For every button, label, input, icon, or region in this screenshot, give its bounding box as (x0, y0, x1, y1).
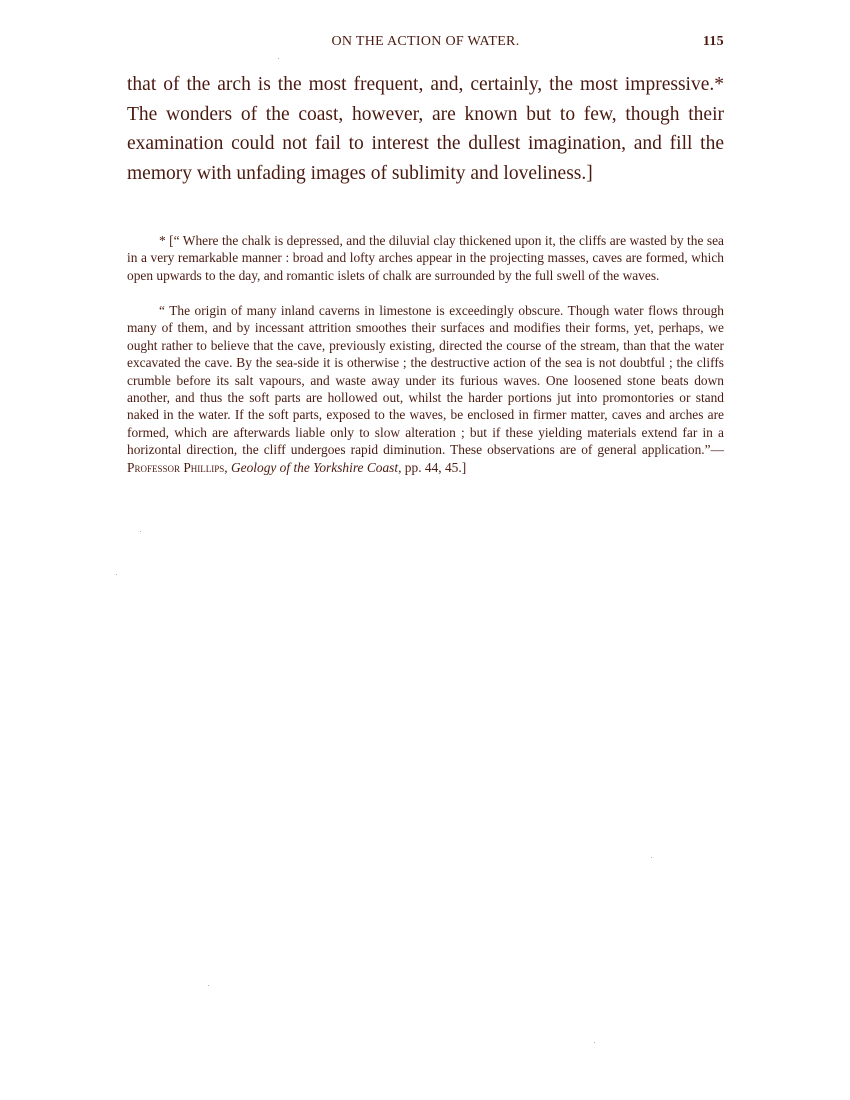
footnote-pages: pp. 44, 45.] (401, 459, 467, 475)
paper-speck (116, 574, 117, 575)
paper-speck (594, 1042, 595, 1043)
main-paragraph: that of the arch is the most frequent, and, certainly, the most impressive.* The wonders of the coast, however, are known but to few, though their examination could not fail to interest the dullest imagination, and fill the memory with unfading images of sublimity and loveliness.] (127, 74, 724, 184)
footnote-author: Professor Phillips, (127, 459, 228, 475)
footnote-chalk-cliffs: * [“ Where the chalk is depressed, and the diluvial clay thickened upon it, the cliffs are wasted by the sea in a very remarkable manner : broad and lofty arches appear in the projecting masses, caves are formed, which open upwards to the day, and romantic islets of chalk are surrounded by the full swell of the waves. (127, 233, 724, 283)
paper-speck (140, 531, 141, 532)
footnote-caverns (127, 302, 724, 476)
paper-speck (278, 58, 279, 59)
paper-speck (651, 857, 652, 858)
page-number: 115 (702, 34, 724, 49)
paper-speck (208, 985, 209, 986)
running-title: ON THE ACTION OF WATER. (331, 34, 520, 49)
footnote-work-title: Geology of the Yorkshire Coast, (230, 459, 402, 475)
footnote-caverns-text: “ The origin of many inland caverns in limestone is exceedingly obscure. Though water flows through many of them, and by incessant attrition smoothes their surfaces and modifies their forms, yet, perhaps, we ought rather to believe that the cave, previously existing, directed the course of the stream, than that the water excavated the cave. By the sea-side it is otherwise ; the destructive action of the sea is not doubtful ; the cliffs crumble before its salt vapours, and waste away under its furious waves. One loosened stone beats down another, and thus the soft parts are hollowed out, whilst the harder portions jut into promontories or stand naked in the water. If the soft parts, exposed to the waves, be enclosed in firmer matter, caves and arches are formed, which are afterwards liable only to slow alteration ; but if these yielding materials extend far in a horizontal direction, the cliff undergoes rapid diminution. These observations are of general application.”— (127, 303, 724, 458)
running-head (127, 34, 724, 54)
